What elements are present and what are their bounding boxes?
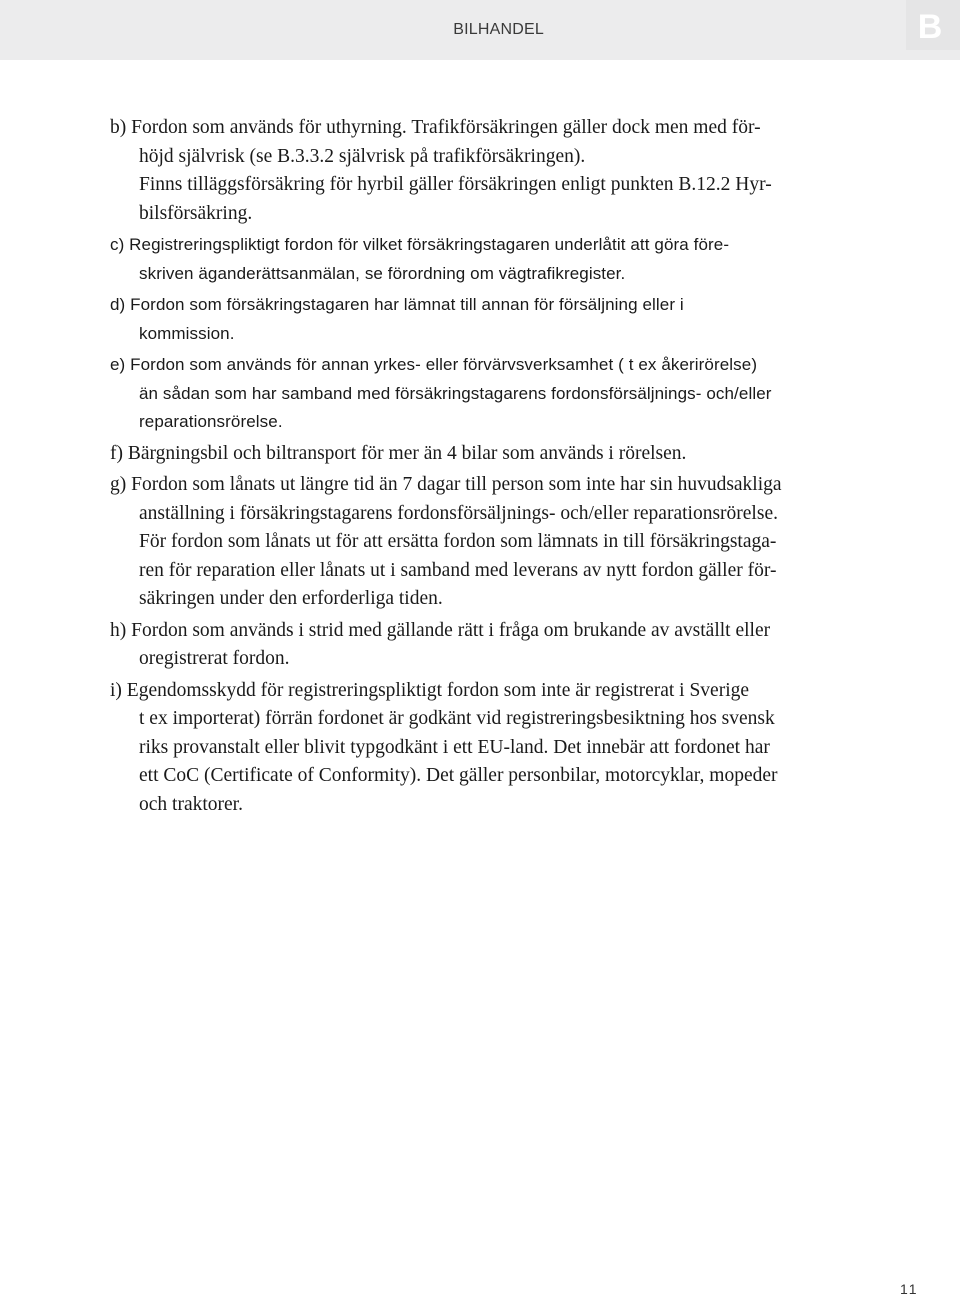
list-item-line: h) Fordon som används i strid med gällande rätt i fråga om brukande av avställt eller bbox=[110, 619, 771, 641]
list-item-line: f) Bärgningsbil och biltransport för mer än 4 bilar som används i rörelsen. bbox=[110, 442, 687, 464]
list-item-line: i) Egendomsskydd för registreringspliktigt fordon som inte är registrerat i Sverige bbox=[110, 679, 750, 701]
section-tab bbox=[906, 0, 960, 50]
list-item-line: t ex importerat) förrän fordonet är godkänt vid registreringsbesiktning hos svensk bbox=[139, 708, 775, 729]
list-item-line: reparationsrörelse. bbox=[139, 412, 283, 431]
list-item-line: För fordon som lånats ut för att ersätta fordon som lämnats in till försäkringstaga- bbox=[139, 531, 777, 552]
list-item-line: säkringen under den erforderliga tiden. bbox=[139, 588, 443, 609]
list-item-line: än sådan som har samband med försäkringstagarens fordonsförsäljnings- och/eller bbox=[139, 383, 772, 403]
list-item-c bbox=[110, 231, 880, 288]
list-item-line: Finns tilläggsförsäkring för hyrbil gäller försäkringen enligt punkten B.12.2 Hyr- bbox=[139, 174, 772, 195]
page-number: 11 bbox=[900, 1281, 919, 1297]
list-item-h bbox=[110, 617, 880, 674]
list-item-line: b) Fordon som används för uthyrning. Trafikförsäkringen gäller dock men med för- bbox=[110, 117, 761, 138]
list-item-line: e) Fordon som används för annan yrkes- eller förvärvsverksamhet ( t ex åkerirörelse) bbox=[110, 355, 758, 374]
list-item-line: oregistrerat fordon. bbox=[139, 648, 290, 669]
list-item-line: kommission. bbox=[139, 323, 235, 343]
list-item-f bbox=[110, 440, 880, 469]
list-item-i bbox=[110, 677, 880, 820]
list-item-line: skriven äganderättsanmälan, se förordning om vägtrafikregister. bbox=[139, 263, 626, 283]
list-item-line: d) Fordon som försäkringstagaren har lämnat till annan för försäljning eller i bbox=[110, 295, 684, 314]
list-item-line: ren för reparation eller lånats ut i samband med leverans av nytt fordon gäller för- bbox=[139, 559, 777, 581]
list-item-line: höjd självrisk (se B.3.3.2 självrisk på trafikförsäkringen). bbox=[139, 145, 586, 167]
exclusion-list bbox=[110, 114, 880, 819]
list-item-line: ett CoC (Certificate of Conformity). Det gäller personbilar, motorcyklar, mopeder bbox=[139, 765, 778, 786]
page-header bbox=[0, 0, 960, 60]
list-item-line: g) Fordon som lånats ut längre tid än 7 dagar till person som inte har sin huvudsakliga bbox=[110, 474, 782, 495]
list-item-line: och traktorer. bbox=[139, 793, 243, 815]
list-item-e bbox=[110, 351, 880, 437]
list-item-d bbox=[110, 291, 880, 348]
header-title: BILHANDEL bbox=[453, 21, 544, 38]
list-item-line: bilsförsäkring. bbox=[139, 202, 253, 224]
list-item-g bbox=[110, 471, 880, 614]
list-item-b bbox=[110, 114, 880, 228]
list-item-line: anställning i försäkringstagarens fordonsförsäljnings- och/eller reparationsrörelse. bbox=[139, 502, 778, 524]
section-letter: B bbox=[917, 8, 943, 46]
list-item-line: c) Registreringspliktigt fordon för vilket försäkringstagaren underlåtit att göra före- bbox=[110, 235, 730, 254]
list-item-line: riks provanstalt eller blivit typgodkänt i ett EU-land. Det innebär att fordonet har bbox=[139, 736, 770, 758]
